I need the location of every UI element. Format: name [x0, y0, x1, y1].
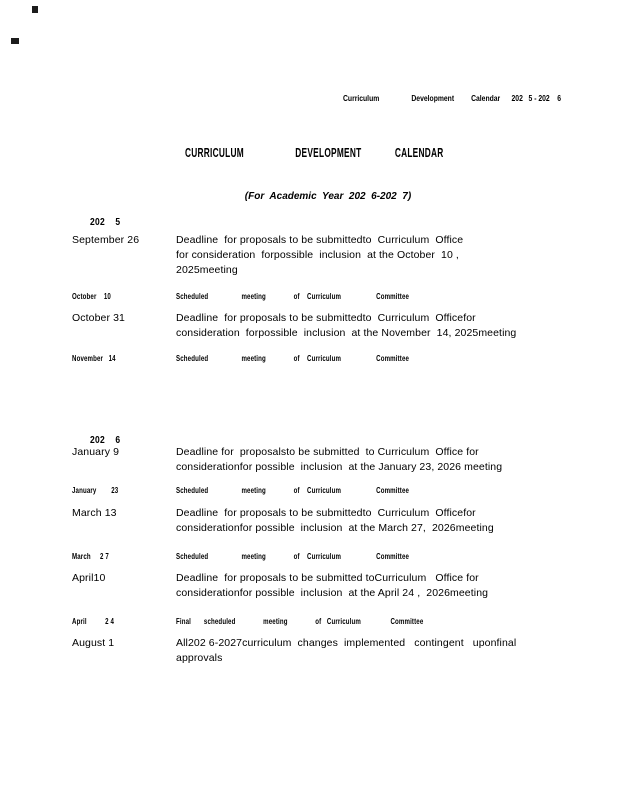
row-description: Deadline for proposals to be submittedto Curriculum Office for consideration forpossible inclusion at the October 10 , 2025meeting	[176, 234, 464, 277]
row-date: October 31	[72, 312, 125, 324]
row-date: April10	[72, 572, 106, 584]
row-description: Deadline for proposalsto be submitted to Curriculum Office for considerationfor possible inclusion at the January 23, 2026 meeting	[176, 446, 503, 474]
document-subtitle	[227, 168, 411, 222]
calendar-row	[72, 546, 572, 564]
row-date: January 23	[72, 485, 119, 495]
calendar-row	[72, 445, 572, 475]
row-date: March 2 7	[72, 551, 109, 561]
row-description: Deadline for proposals to be submittedto Curriculum Officefor consideration forpossible inclusion at the November 14, 2025meeting	[176, 312, 517, 340]
row-description: Deadline for proposals to be submitted toCurriculum Office for considerationfor possible inclusion at the April 24 , 2026meeting	[176, 572, 489, 600]
row-description: Scheduled meeting of Curriculum Committee	[176, 291, 410, 301]
calendar-row	[72, 286, 572, 304]
calendar-row	[72, 636, 572, 666]
calendar-row	[72, 348, 572, 366]
row-description: Scheduled meeting of Curriculum Committee	[176, 551, 410, 561]
row-description: Scheduled meeting of Curriculum Committee	[176, 485, 410, 495]
row-date: November 14	[72, 353, 116, 363]
row-description: Scheduled meeting of Curriculum Committee	[176, 353, 410, 363]
calendar-row	[72, 506, 572, 536]
scan-artifact	[32, 6, 38, 13]
row-description: All202 6-2027curriculum changes implemented contingent uponfinal approvals	[176, 637, 517, 665]
document-title-text: CURRICULUM DEVELOPMENT CALENDAR	[184, 145, 444, 160]
document-subtitle-text: (For Academic Year 202 6-202 7)	[244, 191, 412, 202]
row-date: January 9	[72, 446, 120, 458]
section-heading-2026: 202 6	[89, 435, 121, 446]
row-date: August 1	[72, 637, 115, 649]
section-heading-2025: 202 5	[89, 217, 121, 228]
calendar-row	[72, 311, 572, 341]
scan-artifact	[11, 38, 19, 44]
calendar-row	[72, 480, 572, 498]
calendar-row	[72, 611, 572, 629]
calendar-row	[72, 571, 572, 601]
row-description: Deadline for proposals to be submittedto Curriculum Officefor considerationfor possible inclusion at the March 27, 2026meeting	[176, 507, 494, 535]
calendar-row	[72, 233, 572, 279]
row-date: October 10	[72, 291, 111, 301]
row-date: March 13	[72, 507, 117, 519]
running-header	[325, 70, 599, 124]
row-date: April 2 4	[72, 616, 115, 626]
running-header-text: Curriculum Development Calendar 202 5 - 202 6	[342, 94, 561, 103]
row-description: Final scheduled meeting of Curriculum Committee	[176, 616, 424, 626]
row-date: September 26	[72, 234, 140, 246]
